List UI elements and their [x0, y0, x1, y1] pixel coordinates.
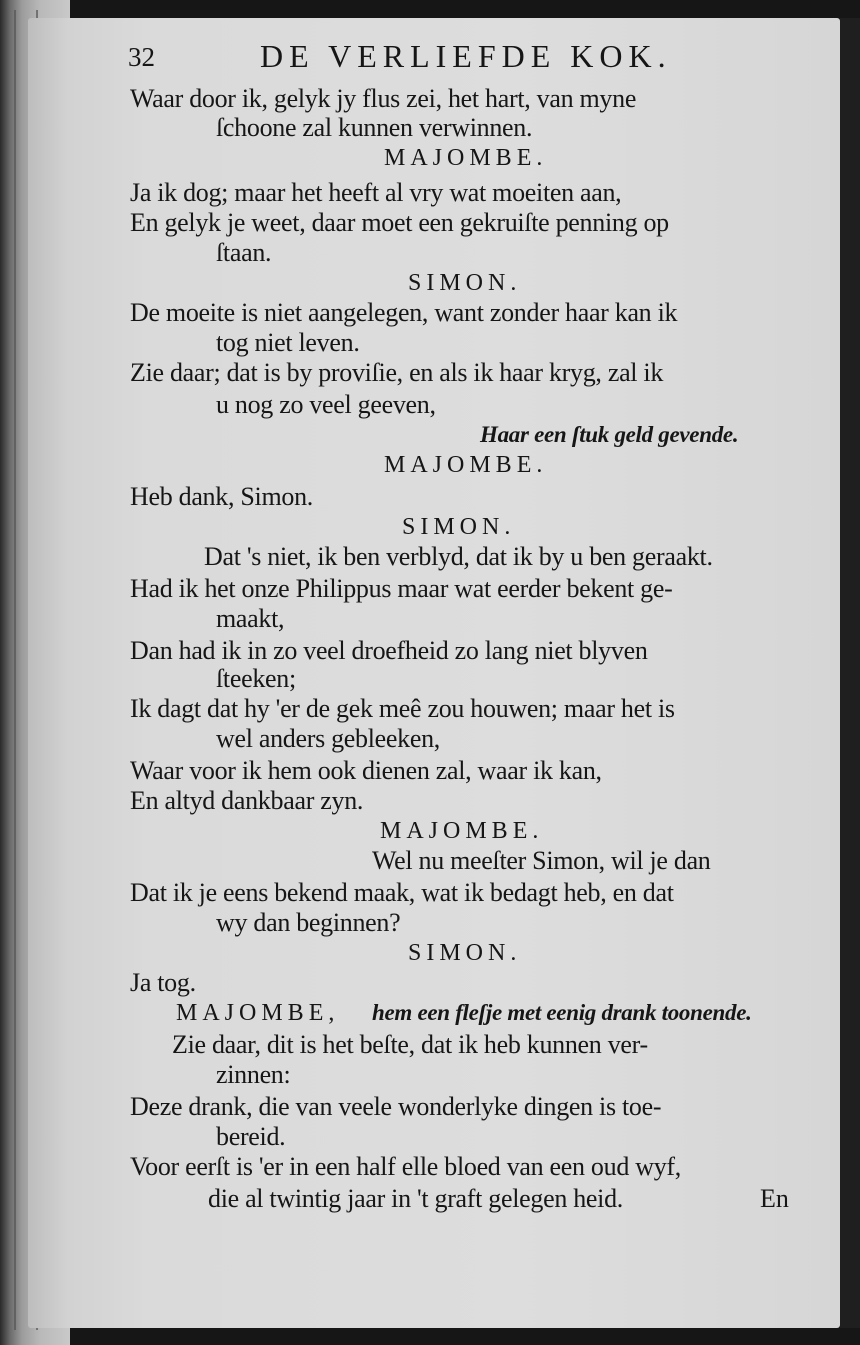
- text-line: ſchoone zal kunnen verwinnen.: [216, 113, 533, 142]
- text-line: bereid.: [216, 1122, 286, 1151]
- text-line: Waar voor ik hem ook dienen zal, waar ik kan,: [130, 756, 602, 785]
- text-line: Voor eerſt is 'er in een half elle bloed van een oud wyf,: [130, 1152, 681, 1181]
- text-line: Zie daar, dit is het beſte, dat ik heb kunnen ver-: [172, 1030, 648, 1059]
- catchword: En: [760, 1184, 789, 1213]
- text-line: wel anders gebleeken,: [216, 724, 440, 753]
- speaker-name: SIMON.: [408, 270, 522, 296]
- text-line: wy dan beginnen?: [216, 908, 401, 937]
- text-line: ſteeken;: [216, 664, 296, 693]
- text-line: Ja ik dog; maar het heeft al vry wat moeiten aan,: [130, 178, 622, 207]
- text-line: Dat ik je eens bekend maak, wat ik bedagt heb, en dat: [130, 878, 674, 907]
- text-line: Deze drank, die van veele wonderlyke dingen is toe-: [130, 1092, 662, 1121]
- text-line: Ik dagt dat hy 'er de gek meê zou houwen; maar het is: [130, 694, 675, 723]
- text-line: Wel nu meeſter Simon, wil je dan: [372, 846, 711, 875]
- page-edge: [840, 18, 860, 1328]
- text-line: Waar door ik, gelyk jy flus zei, het hart, van myne: [130, 84, 637, 113]
- text-line: die al twintig jaar in 't graft gelegen heid.: [208, 1184, 623, 1213]
- page-number: 32: [128, 42, 155, 72]
- speaker-name: SIMON.: [402, 514, 516, 540]
- speaker-name: SIMON.: [408, 940, 522, 966]
- text-line: Zie daar; dat is by proviſie, en als ik haar kryg, zal ik: [130, 358, 664, 387]
- text-line: Ja tog.: [130, 968, 196, 997]
- text-line: tog niet leven.: [216, 328, 360, 357]
- running-title: DE VERLIEFDE KOK.: [260, 38, 672, 74]
- text-line: Dan had ik in zo veel droefheid zo lang niet blyven: [130, 636, 648, 665]
- text-line: Had ik het onze Philippus maar wat eerder bekent ge-: [130, 574, 673, 603]
- text-line: En gelyk je weet, daar moet een gekruiſte penning op: [130, 208, 669, 237]
- page-header: [128, 38, 818, 78]
- text-line: zinnen:: [216, 1060, 291, 1089]
- text-line: Heb dank, Simon.: [130, 482, 313, 511]
- text-line: maakt,: [216, 604, 285, 633]
- speaker-name: MAJOMBE.: [380, 818, 544, 844]
- stage-direction: Haar een ſtuk geld gevende.: [480, 422, 739, 447]
- speaker-name: MAJOMBE,: [176, 1000, 340, 1026]
- speaker-name: MAJOMBE.: [384, 452, 548, 478]
- text-line: Dat 's niet, ik ben verblyd, dat ik by u ben geraakt.: [204, 542, 713, 571]
- text-line: u nog zo veel geeven,: [216, 390, 436, 419]
- text-line: De moeite is niet aangelegen, want zonder haar kan ik: [130, 298, 678, 327]
- text-line: En altyd dankbaar zyn.: [130, 786, 364, 815]
- text-line: ſtaan.: [216, 238, 272, 267]
- gutter-line: [14, 10, 16, 1330]
- stage-direction: hem een fleſje met eenig drank toonende.: [372, 1000, 752, 1025]
- speaker-name: MAJOMBE.: [384, 145, 548, 171]
